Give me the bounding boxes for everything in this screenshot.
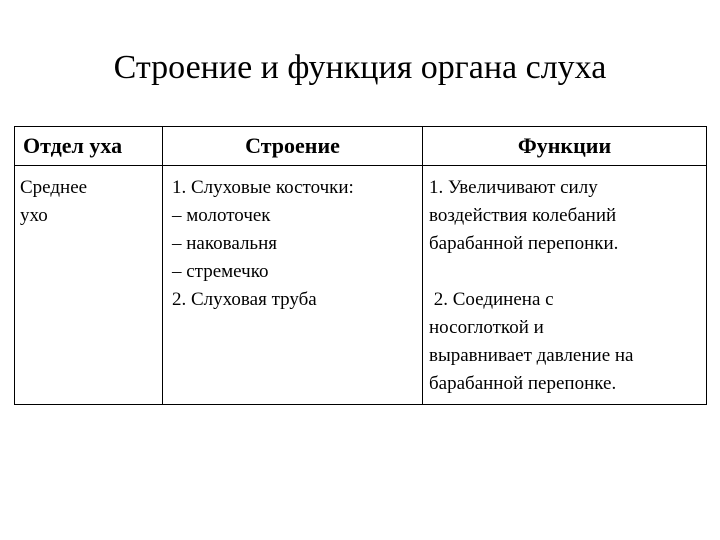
header-structure: Строение (163, 127, 423, 166)
paragraph-gap (429, 258, 700, 286)
function-line: выравнивает давление на (429, 345, 634, 366)
function-line: воздействия колебаний (429, 205, 617, 226)
header-ear-section: Отдел уха (15, 127, 163, 166)
cell-functions (423, 166, 707, 405)
dept-line: Среднее (20, 177, 88, 198)
function-line: 1. Увеличивают силу (429, 177, 598, 198)
table-row (15, 166, 707, 405)
cell-ear-section (15, 166, 163, 405)
function-line: 2. Соединена с (429, 289, 554, 310)
function-line: барабанной перепонке. (429, 373, 617, 394)
structure-line: – наковальня (172, 233, 277, 254)
ear-structure-table (14, 126, 707, 405)
structure-line: 1. Слуховые косточки: (172, 177, 354, 198)
header-functions: Функции (423, 127, 707, 166)
function-line: барабанной перепонки. (429, 233, 619, 254)
table-header-row (15, 127, 707, 166)
slide-title: Строение и функция органа слуха (113, 49, 607, 86)
structure-line: 2. Слуховая труба (172, 289, 317, 310)
cell-structure (163, 166, 423, 405)
function-line: носоглоткой и (429, 317, 544, 338)
structure-line: – молоточек (172, 205, 271, 226)
dept-line: ухо (20, 205, 48, 226)
structure-line: – стремечко (172, 261, 269, 282)
